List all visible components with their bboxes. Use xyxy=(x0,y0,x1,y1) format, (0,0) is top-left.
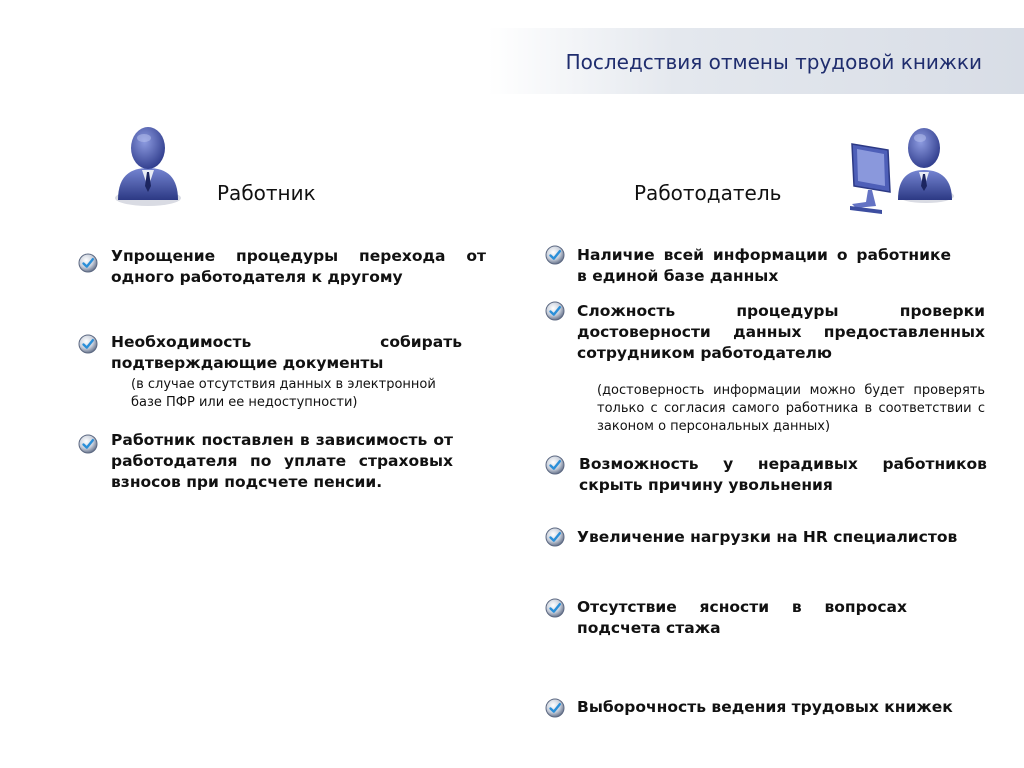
checkmark-bullet-icon xyxy=(78,434,98,454)
checkmark-bullet-icon xyxy=(545,301,565,321)
checkmark-bullet-icon xyxy=(545,527,565,547)
checkmark-bullet-icon xyxy=(545,245,565,265)
checkmark-bullet-icon xyxy=(545,698,565,718)
checkmark-bullet-icon xyxy=(545,455,565,475)
list-item: Увеличение нагрузки на HR специалистов xyxy=(577,528,958,546)
list-item: Отсутствие ясности в вопросах подсчета стажа xyxy=(577,598,907,637)
checkmark-bullet-icon xyxy=(545,598,565,618)
list-item: Упрощение процедуры перехода от одного работодателя к другому xyxy=(111,247,486,286)
list-item-note: (достоверность информации можно будет проверять только с согласия самого работника в соответствии с законом о персональных данных) xyxy=(597,383,985,434)
list-item: Необходимость собирать подтверждающие документы xyxy=(111,333,462,372)
list-item: Наличие всей информации о работнике в единой базе данных xyxy=(577,246,951,285)
list-item-note: (в случае отсутствия данных в электронной базе ПФР или ее недоступности) xyxy=(131,377,436,410)
person-computer-icon xyxy=(848,120,958,216)
employer-heading: Работодатель xyxy=(634,181,782,205)
person-icon xyxy=(112,120,184,206)
title-bar xyxy=(488,28,1024,94)
list-item: Сложность процедуры проверки достоверности данных предоставленных сотрудником работодателю xyxy=(577,302,985,362)
checkmark-bullet-icon xyxy=(78,253,98,273)
checkmark-bullet-icon xyxy=(78,334,98,354)
list-item: Работник поставлен в зависимость от работодателя по уплате страховых взносов при подсчете пенсии. xyxy=(111,431,453,491)
page-title: Последствия отмены трудовой книжки xyxy=(565,50,982,74)
list-item: Возможность у нерадивых работников скрыть причину увольнения xyxy=(579,455,987,494)
employee-heading: Работник xyxy=(217,181,316,205)
list-item: Выборочность ведения трудовых книжек xyxy=(577,698,953,716)
